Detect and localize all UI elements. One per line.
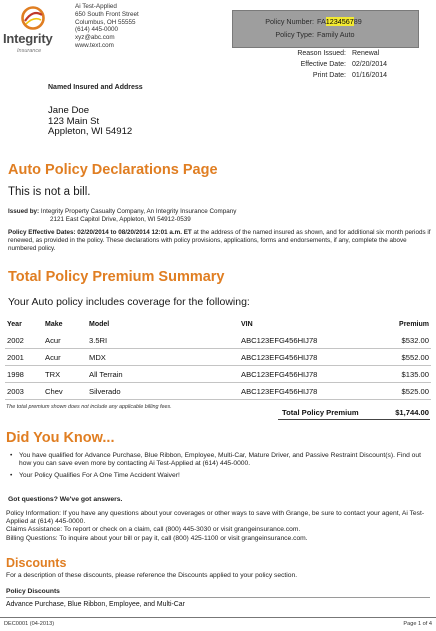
policy-number-label: Policy Number: (265, 17, 314, 26)
cell-vin: ABC123EFG456HIJ78 (239, 383, 391, 400)
cell-make: Chev (43, 383, 87, 400)
did-you-know-list (8, 452, 432, 485)
col-premium: Premium (399, 321, 429, 328)
cell-model: Silverado (87, 383, 239, 400)
col-year: Year (7, 321, 22, 328)
billing-questions-text: Billing Questions: To inquire about your bill or pay it, call (800) 425-1100 or visit grangeinsurance.com. (6, 534, 308, 542)
policy-type-label: Policy Type: (275, 30, 314, 39)
total-premium-value: $1,744.00 (395, 408, 429, 417)
claims-assistance-text: Claims Assistance: To report or check on a claim, call (800) 445-3030 or visit grangeinsurance.com. (6, 526, 301, 534)
cell-model: MDX (87, 349, 239, 366)
agent-name: Ai Test-Applied (75, 3, 117, 10)
policy-number-box (232, 10, 419, 48)
agent-street: 650 South Front Street (75, 10, 139, 18)
cell-premium: $135.00 (391, 366, 431, 383)
cell-vin: ABC123EFG456HIJ78 (239, 349, 391, 366)
not-a-bill-notice: This is not a bill. (8, 186, 91, 198)
agent-info (75, 3, 139, 50)
policy-meta (260, 48, 420, 81)
effective-label: Policy Effective Dates: 02/20/2014 to 08/20/2014 12:01 a.m. ET (8, 229, 192, 236)
page-number: Page 1 of 4 (403, 621, 432, 627)
table-header-row (5, 316, 431, 332)
insured-heading: Named Insured and Address (48, 84, 143, 91)
form-id: DEC0001 (04-2013) (4, 621, 55, 627)
insured-street: 123 Main St (48, 115, 100, 127)
agent-city: Columbus, OH 55555 (75, 18, 136, 26)
insured-address (48, 106, 132, 138)
meta-value: 02/20/2014 (352, 61, 388, 68)
policy-discounts-heading: Policy Discounts (6, 588, 60, 595)
policy-number-value (317, 17, 362, 26)
policy-number-highlight: 1234567 (325, 17, 354, 26)
col-vin: VIN (241, 321, 253, 328)
issued-by (8, 208, 428, 224)
cell-year: 2003 (5, 383, 43, 400)
discounts-description: For a description of these discounts, please reference the Discounts applied to your policy section. (6, 572, 298, 579)
print-date-row (260, 70, 420, 81)
cell-year: 2002 (5, 332, 43, 349)
cell-make: Acur (43, 332, 87, 349)
cell-make: Acur (43, 349, 87, 366)
cell-year: 1998 (5, 366, 43, 383)
meta-label: Reason Issued: (297, 50, 346, 57)
billing-fees-note: The total premium shown does not include any applicable billing fees. (6, 404, 172, 410)
policy-information-text: Policy Information: If you have any questions about your coverages or other ways to save with Grange, be sure to contact your agent, Ai Test-Applied at (614) 445-0000. (6, 510, 425, 526)
table-row (5, 349, 431, 366)
discounts-divider (6, 597, 430, 598)
policy-type-value: Family Auto (317, 30, 355, 39)
cell-premium: $552.00 (391, 349, 431, 366)
list-item (8, 452, 432, 468)
agent-email: xyz@abc.com (75, 34, 115, 42)
logo-subtitle: Insurance (17, 48, 42, 54)
agent-phone: (614) 445-0000 (75, 26, 119, 34)
meta-value: Renewal (352, 50, 380, 57)
policy-effective-dates (8, 229, 432, 253)
discounts-title: Discounts (6, 556, 67, 570)
effective-date-row (260, 59, 420, 70)
meta-label: Effective Date: (300, 61, 346, 68)
cell-year: 2001 (5, 349, 43, 366)
col-model: Model (89, 321, 110, 328)
total-premium-label: Total Policy Premium (282, 408, 359, 417)
did-you-know-title: Did You Know... (6, 430, 115, 446)
list-item (8, 472, 432, 480)
bullet-icon: • (10, 472, 13, 480)
effective-text: at the address of the named insured as shown, and for additional six month periods if renewed, as provided in the policy. These declarations with policy provisions, applications, forms and endorsements, if any, complete the above numbered policy. (8, 229, 431, 252)
agent-website: www.text.com (75, 41, 114, 49)
questions-heading: Got questions? We've got answers. (8, 496, 123, 503)
cell-vin: ABC123EFG456HIJ78 (239, 366, 391, 383)
cell-premium: $532.00 (391, 332, 431, 349)
bullet-icon: • (10, 452, 13, 459)
cell-model: All Terrain (87, 366, 239, 383)
premium-summary-title: Total Policy Premium Summary (8, 269, 225, 285)
table-row (5, 332, 431, 349)
meta-label: Print Date: (312, 72, 346, 79)
declarations-title: Auto Policy Declarations Page (8, 162, 218, 178)
policy-number-suffix: 89 (353, 17, 362, 26)
cell-model: 3.5RI (87, 332, 239, 349)
policy-discounts-list: Advance Purchase, Blue Ribbon, Employee, and Multi-Car (6, 601, 185, 608)
footer-divider (0, 617, 436, 618)
contact-info (6, 510, 430, 543)
col-make: Make (45, 321, 63, 328)
logo-wordmark: Integrity (3, 31, 53, 46)
bullet-text: You have qualified for Advance Purchase, Blue Ribbon, Employee, Multi-Car, Mature Driver, and Passive Restraint Discount(s). Find out how you can save even more by contacting Ai Test-Applied at (614) 445-0000. (19, 452, 421, 468)
insured-city: Appleton, WI 54912 (48, 126, 133, 137)
logo-swirl-icon (21, 6, 45, 30)
issued-address: 2121 East Capitol Drive, Appleton, WI 54912-0539 (50, 216, 191, 223)
cell-vin: ABC123EFG456HIJ78 (239, 332, 391, 349)
table-row (5, 383, 431, 400)
integrity-logo (3, 4, 63, 62)
issued-company: Integrity Property Casualty Company, An Integrity Insurance Company (40, 208, 237, 215)
insured-name: Jane Doe (48, 105, 90, 116)
cell-premium: $525.00 (391, 383, 431, 400)
total-divider (278, 419, 430, 420)
vehicle-table (5, 316, 431, 400)
coverage-intro: Your Auto policy includes coverage for the following: (8, 296, 250, 308)
cell-make: TRX (43, 366, 87, 383)
meta-value: 01/16/2014 (352, 72, 388, 79)
bullet-text: Your Policy Qualifies For A One Time Accident Waiver! (19, 472, 180, 480)
policy-number-prefix: FA (317, 17, 326, 26)
table-row (5, 366, 431, 383)
reason-issued-row (260, 48, 420, 59)
issued-label: Issued by: (8, 208, 40, 215)
